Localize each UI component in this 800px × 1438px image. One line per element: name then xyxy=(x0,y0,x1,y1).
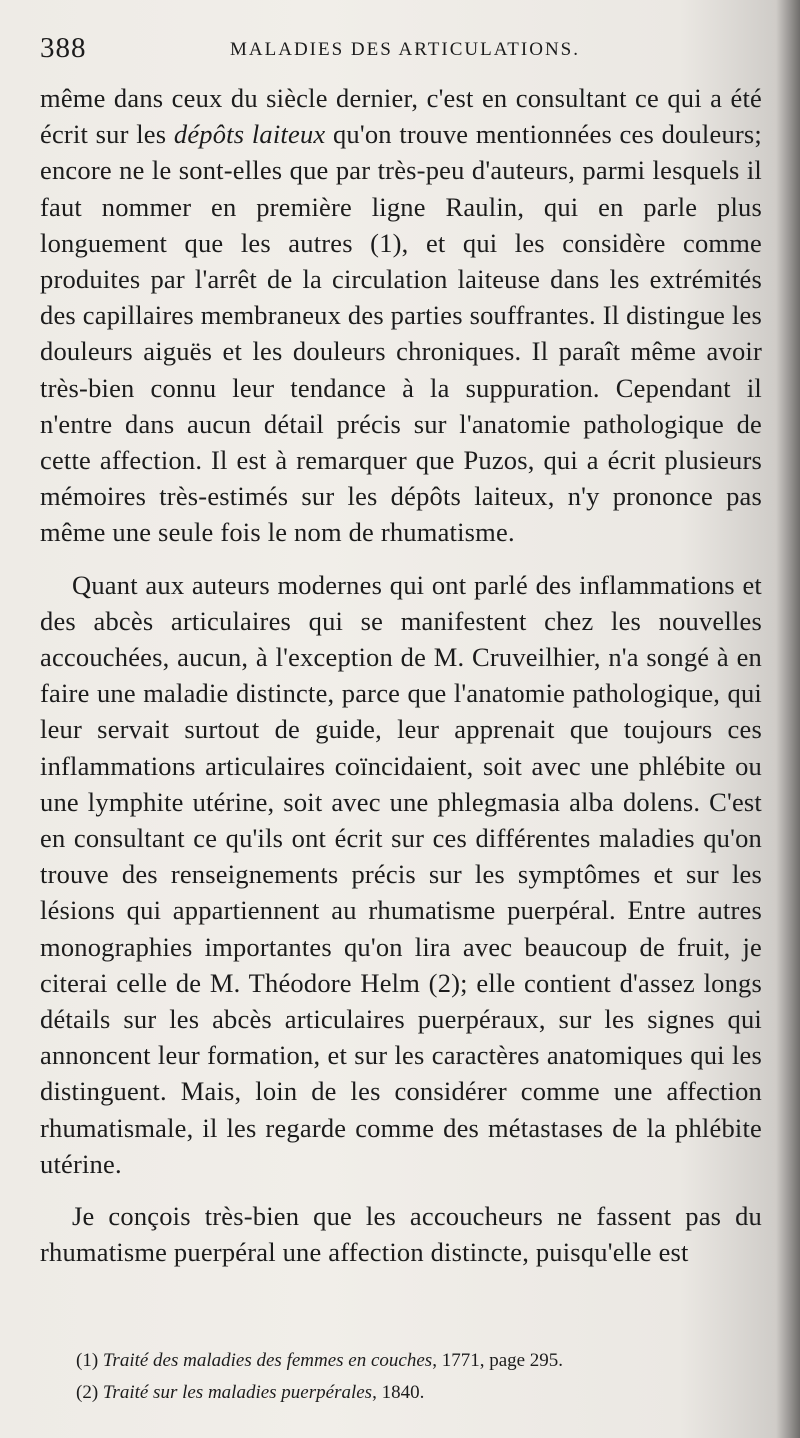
footnotes xyxy=(76,1345,766,1409)
paragraph-text: Je conçois très-bien que les accoucheurs ne fassent pas du rhumatisme puerpéral une affection distincte, puisqu'elle est xyxy=(40,1201,762,1268)
paragraph-italic: dépôts laiteux xyxy=(173,119,326,150)
footnote-2 xyxy=(76,1377,766,1409)
paragraph-3 xyxy=(40,1198,762,1270)
footnote-mark: (2) xyxy=(76,1382,99,1403)
page-number: 388 xyxy=(40,32,87,64)
footnote-1 xyxy=(76,1345,766,1377)
footnote-rest: , 1771, page 295. xyxy=(432,1350,564,1371)
running-head: MALADIES DES ARTICULATIONS. xyxy=(230,39,581,60)
footnote-mark: (1) xyxy=(76,1350,99,1371)
paragraph-text: qu'on trouve mentionnées ces douleurs; encore ne le sont-elles que par très-peu d'auteurs, parmi lesquels il faut nommer en première ligne Raulin, qui en parle plus longuement que les autres (1), et qui les considère comme produites par l'arrêt de la circulation laiteuse dans les extrémités des capillaires membraneux des parties souffrantes. Il distingue les douleurs aiguës et les douleurs chroniques. Il paraît même avoir très-bien connu leur tendance à la suppuration. Cependant il n'entre dans aucun détail précis sur l'anatomie pathologique de cette affection. Il est à remarquer que Puzos, qui a écrit plusieurs mémoires très-estimés sur les dépôts laiteux, n'y prononce pas même une seule fois le nom de rhumatisme. xyxy=(40,119,762,548)
paragraph-text: Quant aux auteurs modernes qui ont parlé des inflammations et des abcès articulaires qui se manifestent chez les nouvelles accouchées, aucun, à l'exception de M. Cruveilhier, n'a songé à en faire une maladie distincte, parce que l'anatomie pathologique, qui leur servait surtout de guide, leur apprenait que toujours ces inflammations articulaires coïncidaient, soit avec une phlébite ou une lymphite utérine, soit avec une phlegmasia alba dolens. C'est en consultant ce qu'ils ont écrit sur ces différentes maladies qu'on trouve des renseignements précis sur les symptômes et sur les lésions qui appartiennent au rhumatisme puerpéral. Entre autres monographies importantes qu'on lira avec beaucoup de fruit, je citerai celle de M. Théodore Helm (2); elle contient d'assez longs détails sur les abcès articulaires puerpéraux, sur les signes qui annoncent leur formation, et sur les caractères anatomiques qui les distinguent. Mais, loin de les considérer comme une affection rhumatismale, il les regarde comme des métastases de la phlébite utérine. xyxy=(40,569,762,1179)
paragraph-text: même dans ceux du siècle dernier, c'est en consultant ce qui a été écrit sur les xyxy=(40,83,762,150)
paragraph-2 xyxy=(40,567,762,1182)
page-header xyxy=(40,32,760,66)
body-text xyxy=(40,80,762,1271)
paragraph-1 xyxy=(40,80,762,551)
footnote-rest: , 1840. xyxy=(372,1382,425,1403)
footnote-title: Traité des maladies des femmes en couches xyxy=(102,1350,433,1371)
footnote-title: Traité sur les maladies puerpérales xyxy=(102,1382,373,1403)
